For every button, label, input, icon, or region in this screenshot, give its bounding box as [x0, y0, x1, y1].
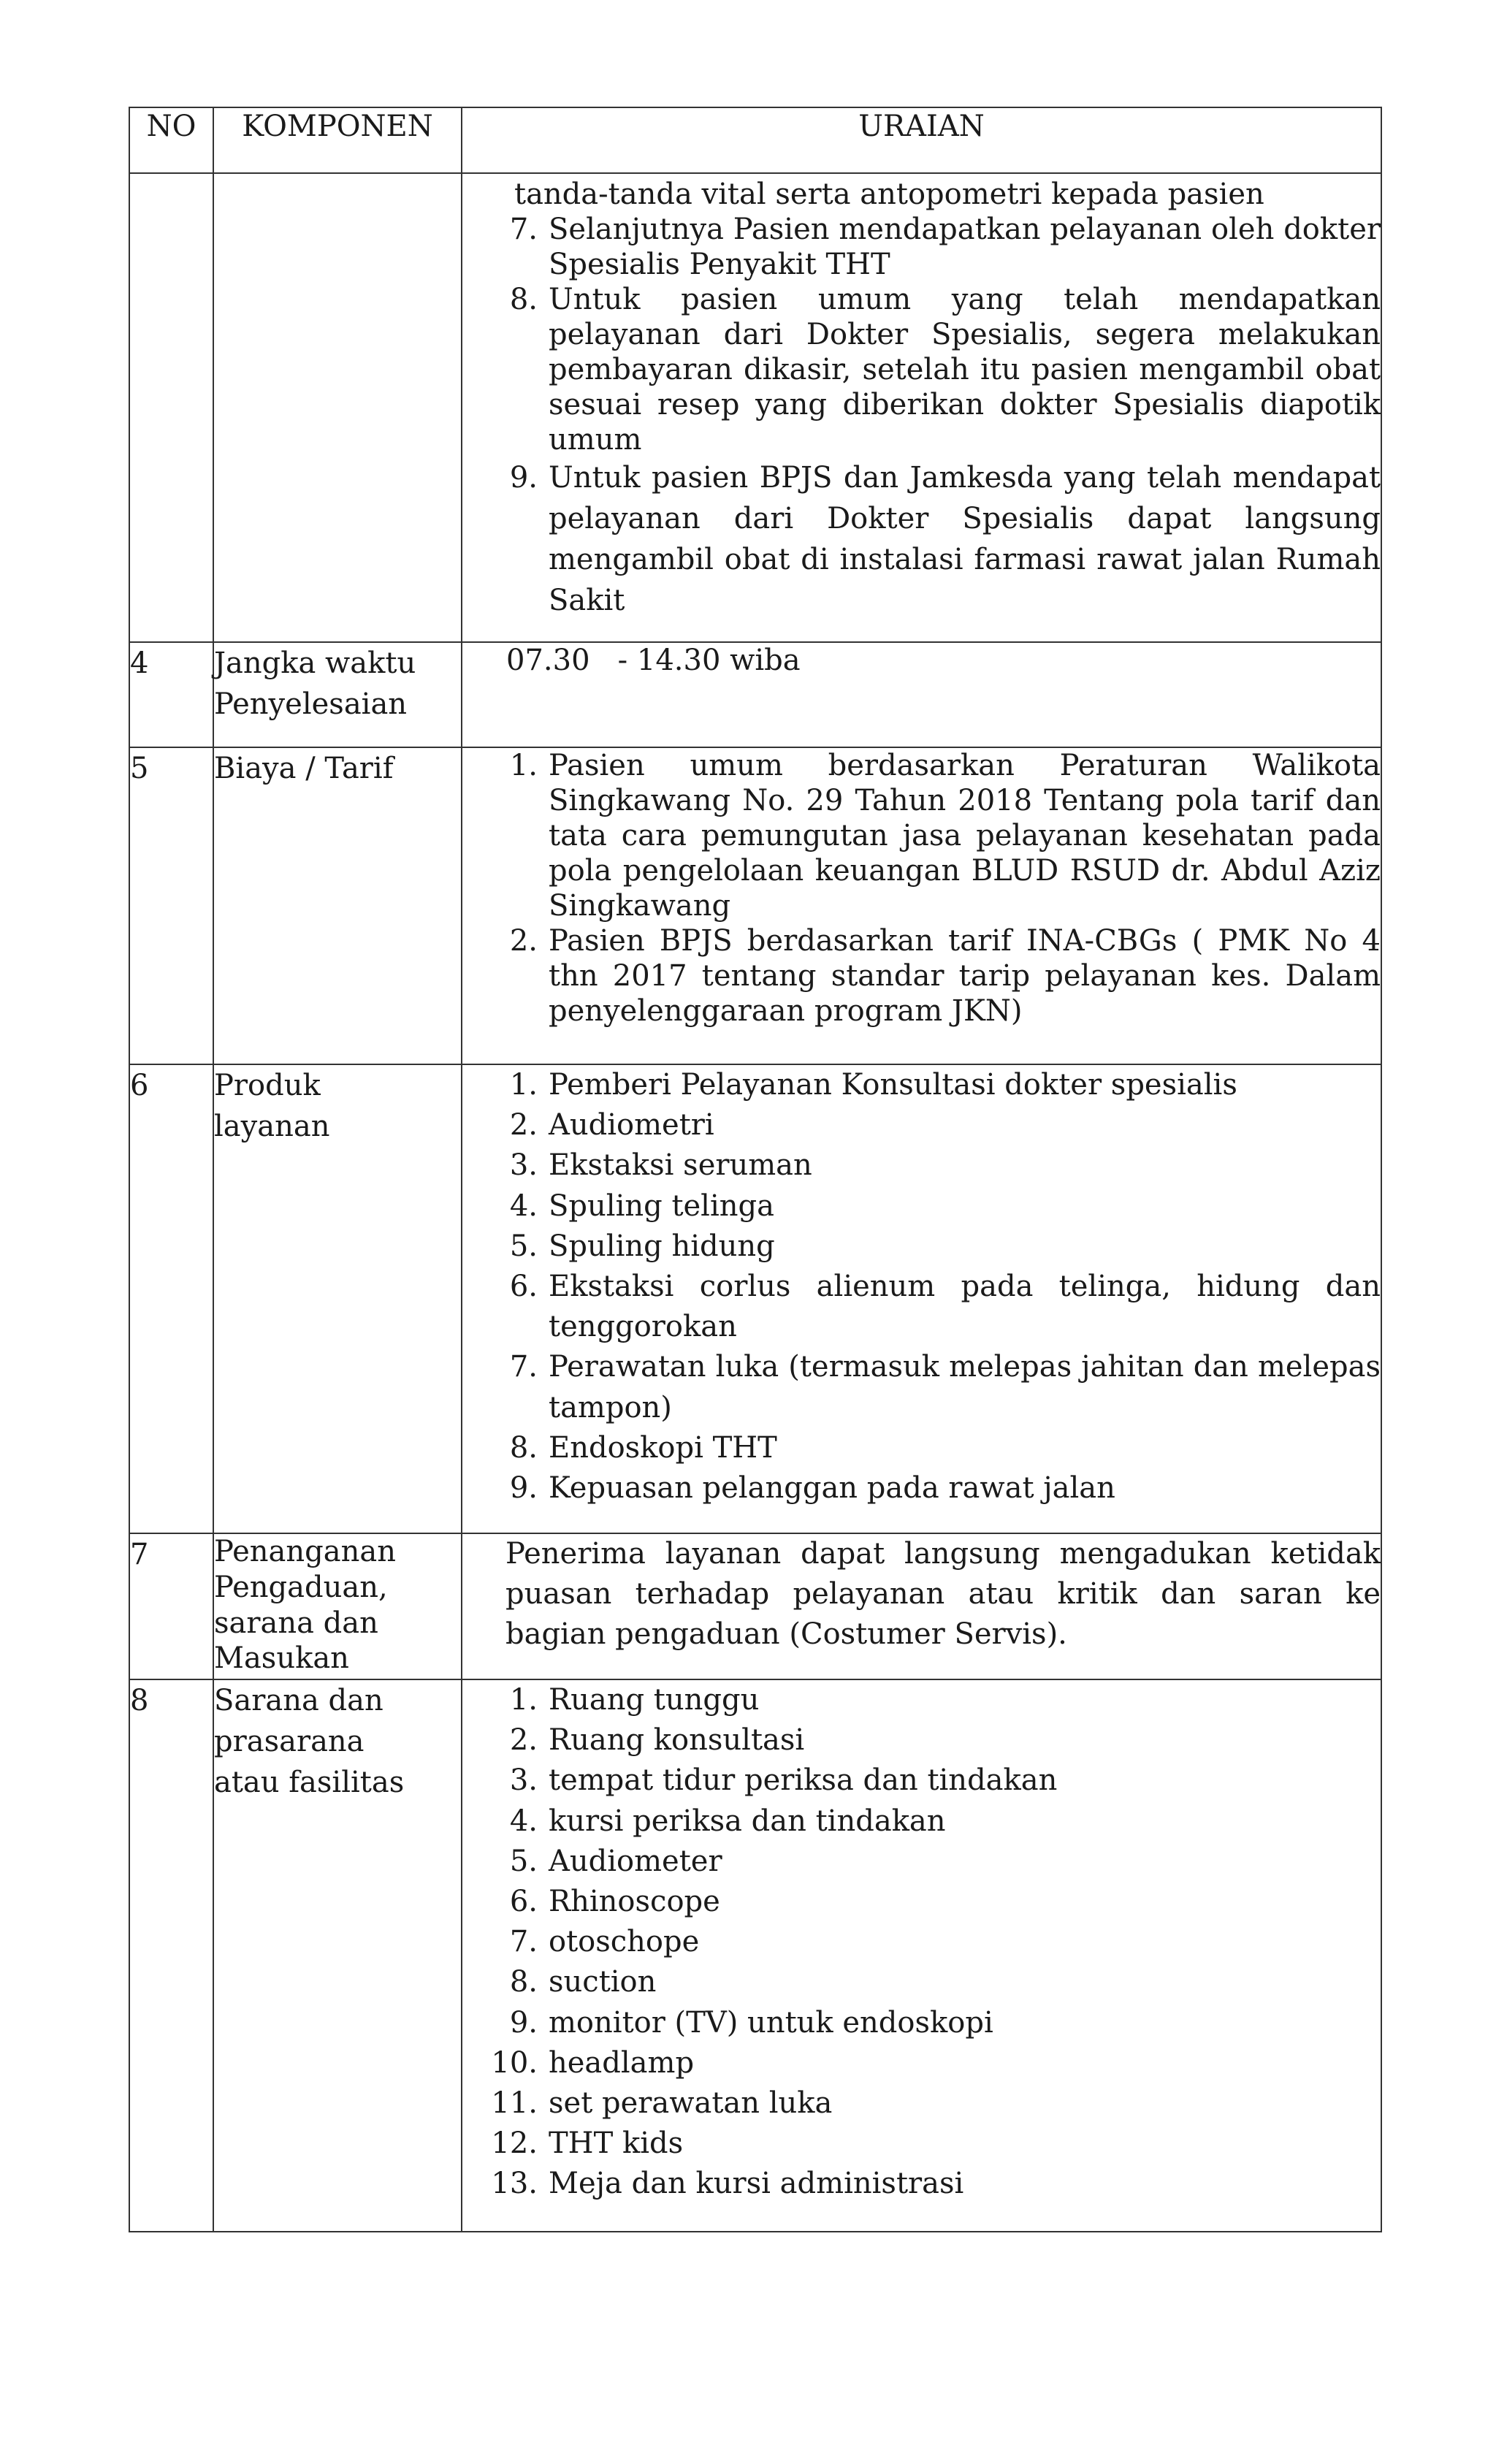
- cell-uraian: [462, 173, 1381, 642]
- cell-uraian: [462, 747, 1381, 1064]
- cell-komponen: Produk layanan: [213, 1064, 462, 1533]
- header-uraian: URAIAN: [462, 107, 1381, 173]
- list-item: 9. Kepuasan pelanggan pada rawat jalan: [509, 1471, 1115, 1505]
- list-item: 7. otoschope: [509, 1925, 700, 1959]
- list-item: 7. Selanjutnya Pasien mendapatkan pelayanan oleh dokter Spesialis Penyakit THT: [509, 213, 1381, 281]
- cell-no: 6: [129, 1064, 213, 1533]
- header-row: [129, 107, 1381, 173]
- list-item: 1. Ruang tunggu: [509, 1683, 760, 1717]
- list-item: 3. tempat tidur periksa dan tindakan: [509, 1763, 1058, 1798]
- table-row-continuation: [129, 173, 1381, 642]
- uraian-list: [462, 212, 1381, 621]
- list-item: 1. Pemberi Pelayanan Konsultasi dokter spesialis: [509, 1068, 1237, 1102]
- cell-komponen: [213, 173, 462, 642]
- cell-komponen: Sarana dan prasarana atau fasilitas: [213, 1679, 462, 2232]
- table-row-4: [129, 642, 1381, 747]
- list-item: 11. set perawatan luka: [491, 2086, 833, 2120]
- cell-uraian: [462, 642, 1381, 747]
- header-komponen: KOMPONEN: [213, 107, 462, 173]
- list-item: 5. Audiometer: [509, 1844, 722, 1878]
- cell-no: 8: [129, 1679, 213, 2232]
- list-item: 8. Untuk pasien umum yang telah mendapatkan pelayanan dari Dokter Spesialis, segera melakukan pembayaran dikasir, setelah itu pasien mengambil obat sesuai resep yang diberikan dokter Spesialis diapotik umum: [509, 283, 1381, 457]
- table-row-6: [129, 1064, 1381, 1533]
- list-item: 6. Ekstaksi corlus alienum pada telinga, hidung dan tenggorokan: [509, 1269, 1381, 1344]
- list-item: 4. kursi periksa dan tindakan: [509, 1804, 946, 1838]
- list-item: 13. Meja dan kursi administrasi: [491, 2167, 964, 2201]
- cell-no: [129, 173, 213, 642]
- list-item: 12. THT kids: [491, 2127, 684, 2161]
- continuation-text: tanda-tanda vital serta antopometri kepada pasien: [514, 178, 1264, 211]
- list-item: 2. Pasien BPJS berdasarkan tarif INA-CBGs ( PMK No 4 thn 2017 tentang standar tarip pelayanan kes. Dalam penyelenggaraan program JKN): [509, 924, 1381, 1028]
- list-item: 3. Ekstaksi seruman: [509, 1148, 812, 1183]
- table-row-7: [129, 1533, 1381, 1679]
- header-no: NO: [129, 107, 213, 173]
- service-standard-table: [129, 107, 1382, 2232]
- cell-uraian: [462, 1064, 1381, 1533]
- complaint-text: Penerima layanan dapat langsung mengadukan ketidak puasan terhadap pelayanan atau kritik dan saran ke bagian pengaduan (Costumer Servis).: [505, 1537, 1381, 1651]
- cell-no: 4: [129, 642, 213, 747]
- list-item: 4. Spuling telinga: [509, 1189, 774, 1223]
- cell-komponen: Biaya / Tarif: [213, 747, 462, 1064]
- list-item: 8. suction: [509, 1965, 657, 1999]
- uraian-list: [462, 1065, 1381, 1508]
- cell-komponen: Penanganan Pengaduan, sarana dan Masukan: [213, 1533, 462, 1679]
- cell-no: 7: [129, 1533, 213, 1679]
- list-item: 6. Rhinoscope: [509, 1884, 720, 1918]
- list-item: 1. Pasien umum berdasarkan Peraturan Walikota Singkawang No. 29 Tahun 2018 Tentang pola tarif dan tata cara pemungutan jasa pelayanan kesehatan pada pola pengelolaan keuangan BLUD RSUD dr. Abdul Aziz Singkawang: [509, 749, 1381, 923]
- list-item: 8. Endoskopi THT: [509, 1430, 777, 1465]
- cell-uraian: [462, 1679, 1381, 2232]
- list-item: 9. Untuk pasien BPJS dan Jamkesda yang telah mendapat pelayanan dari Dokter Spesialis dapat langsung mengambil obat di instalasi farmasi rawat jalan Rumah Sakit: [509, 461, 1381, 617]
- list-item: 7. Perawatan luka (termasuk melepas jahitan dan melepas tampon): [509, 1350, 1381, 1424]
- list-item: 10. headlamp: [491, 2045, 695, 2080]
- list-item: 5. Spuling hidung: [509, 1229, 775, 1263]
- cell-uraian: [462, 1533, 1381, 1679]
- cell-komponen: Jangka waktu Penyelesaian: [213, 642, 462, 747]
- table-row-8: [129, 1679, 1381, 2232]
- uraian-list: [462, 1680, 1381, 2204]
- cell-no: 5: [129, 747, 213, 1064]
- list-item: 9. monitor (TV) untuk endoskopi: [509, 2005, 993, 2040]
- table-row-5: [129, 747, 1381, 1064]
- list-item: 2. Ruang konsultasi: [509, 1723, 805, 1758]
- list-item: 2. Audiometri: [509, 1108, 714, 1143]
- service-time: 07.30 - 14.30 wiba: [506, 644, 801, 677]
- uraian-list: [462, 748, 1381, 1029]
